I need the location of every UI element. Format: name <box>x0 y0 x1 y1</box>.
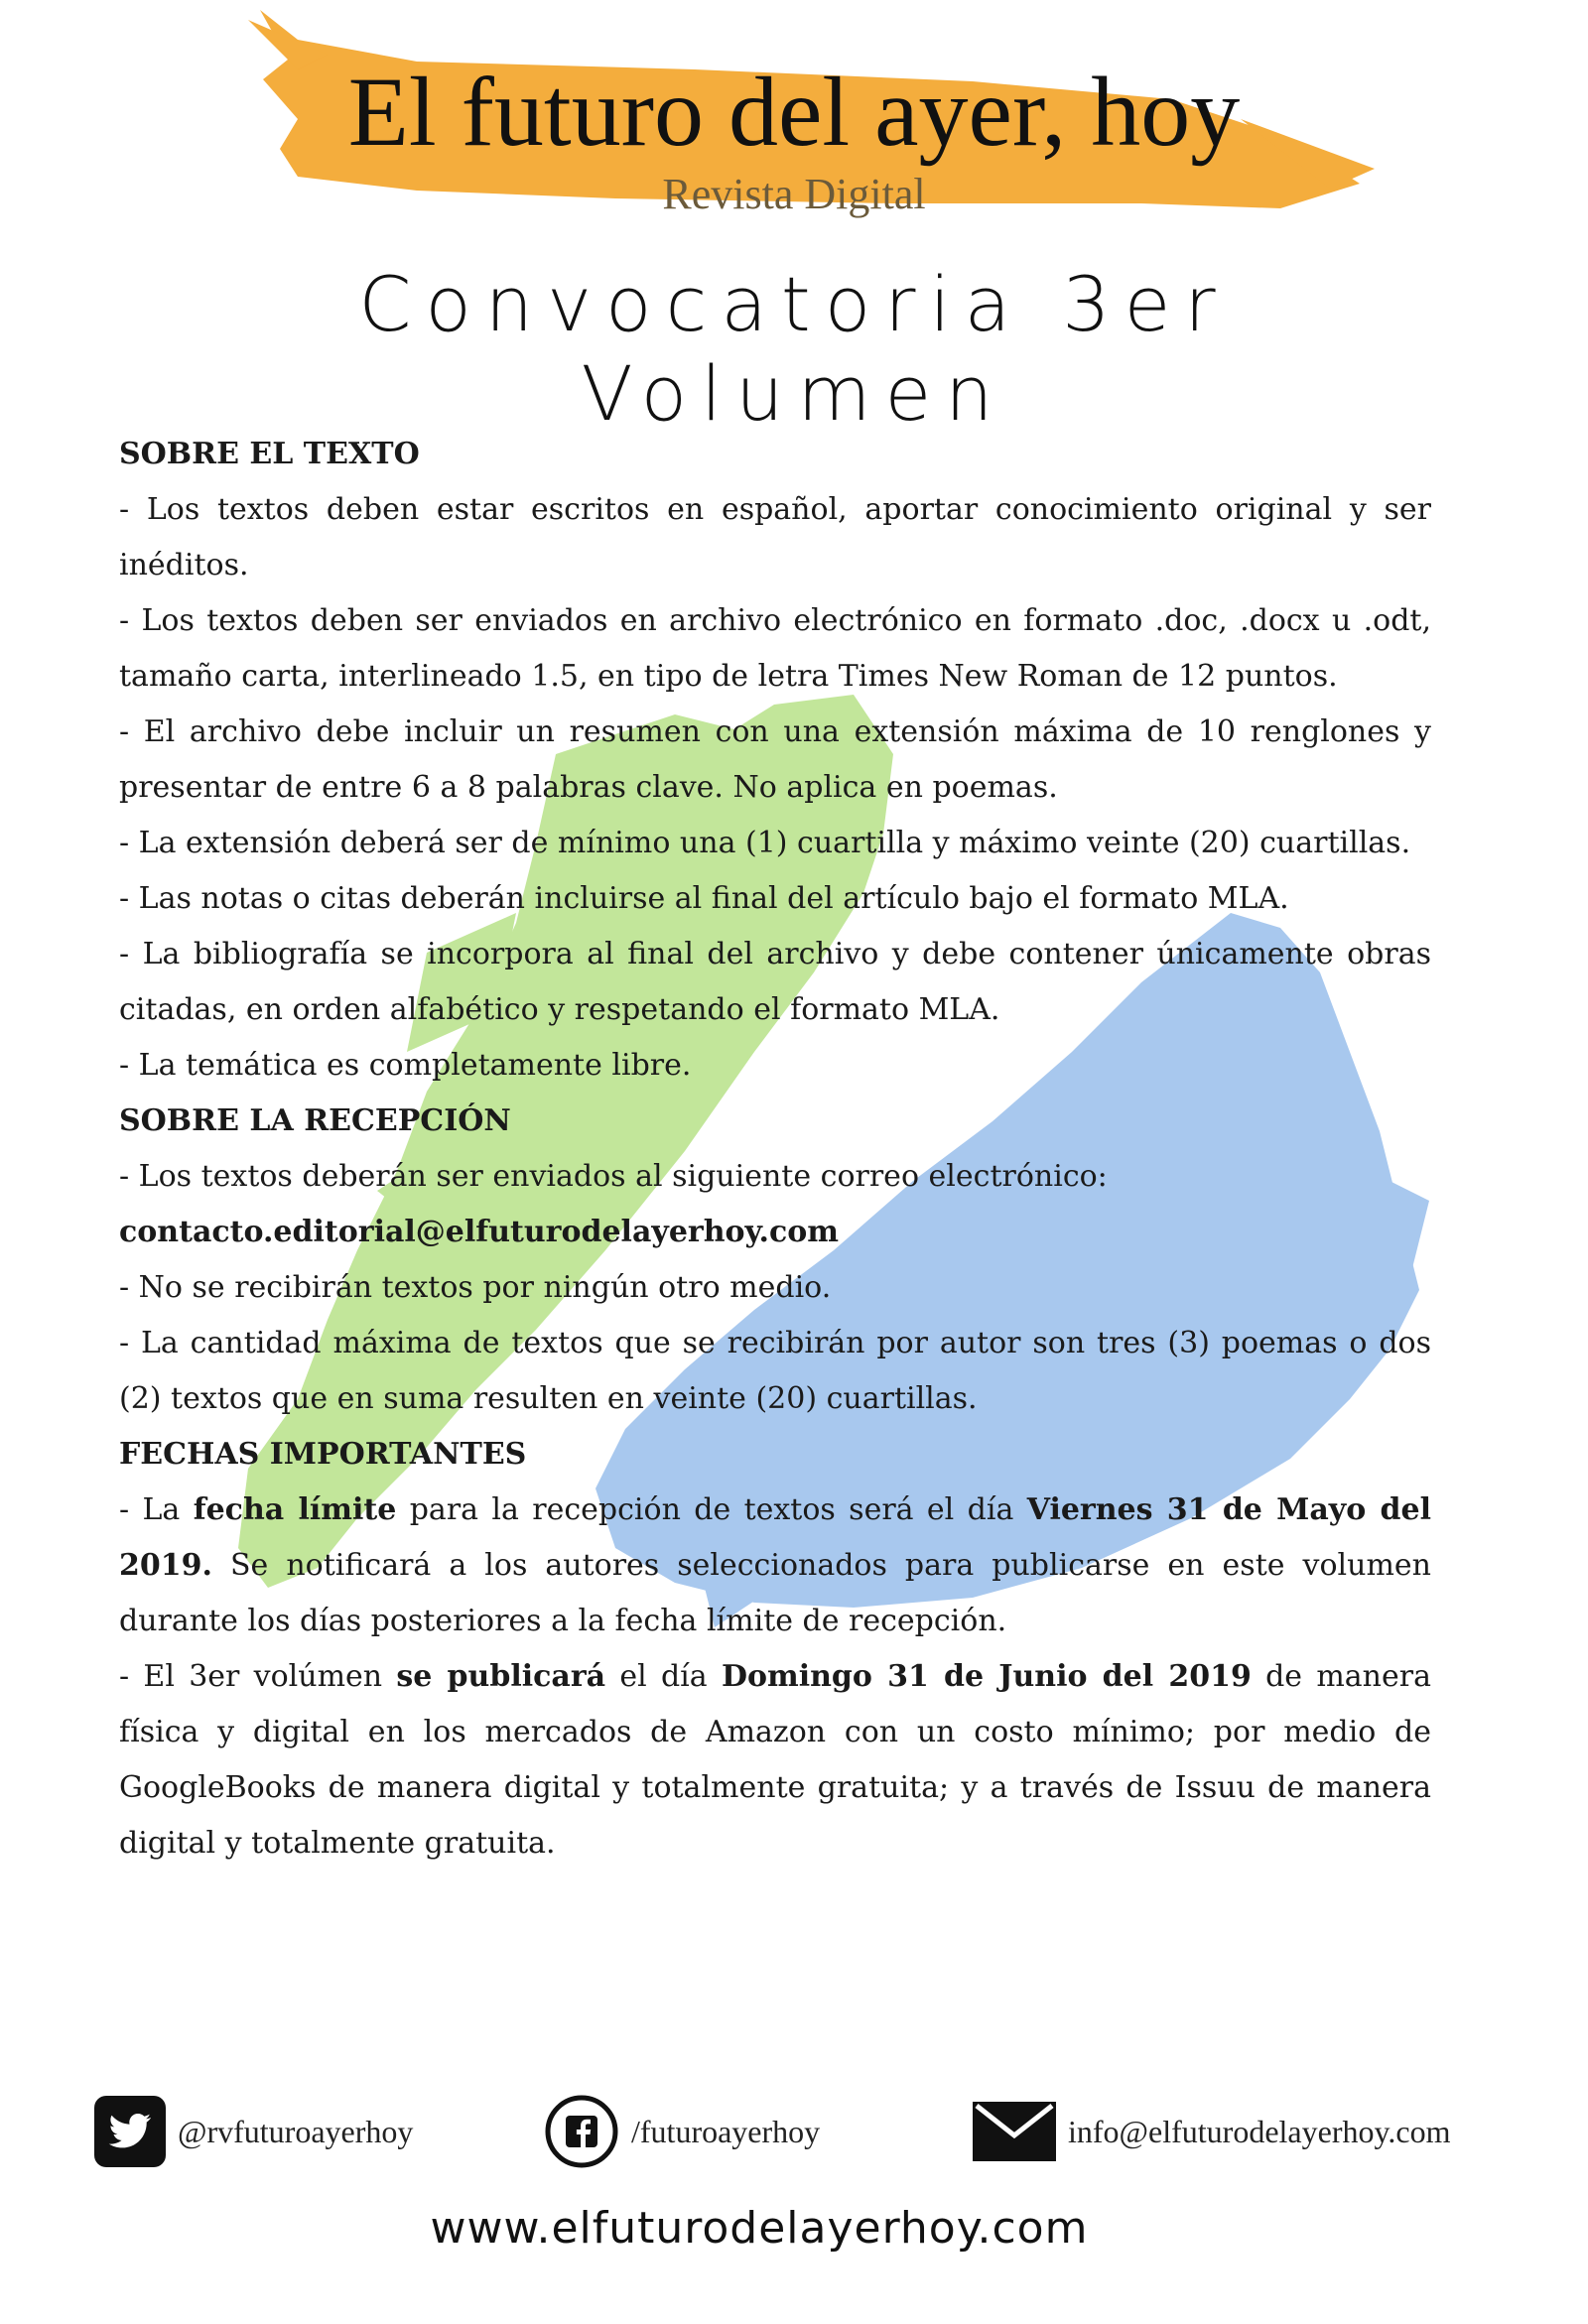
paragraph: - Los textos deben estar escritos en español, aportar conocimiento original y ser inéditos. <box>119 492 1431 582</box>
publication-paragraph <box>119 1649 1431 1872</box>
bold-run: fecha límite <box>193 1492 397 1527</box>
contact-email: info@elfuturodelayerhoy.com <box>1068 2113 1451 2149</box>
section-heading-recepcion: SOBRE LA RECEPCIÓN <box>119 1103 511 1138</box>
text-run: de manera física y digital en los mercados de Amazon con un costo mínimo; por medio de GoogleBooks de manera digital y totalmente gratuita; y a través de Issuu de manera digital y totalmente gratuita. <box>119 1659 1431 1861</box>
twitter-handle: @rvfuturoayerhoy <box>178 2113 414 2149</box>
facebook-contact[interactable] <box>544 2094 820 2169</box>
paragraph: - La temática es completamente libre. <box>119 1048 692 1083</box>
call-title-line1: Convocatoria 3er <box>358 260 1230 348</box>
deadline-paragraph <box>119 1483 1431 1649</box>
submission-email-link[interactable]: contacto.editorial@elfuturodelayerhoy.com <box>119 1215 839 1249</box>
bold-run: Domingo 31 de Junio del 2019 <box>721 1659 1252 1694</box>
bold-run: Viernes 31 de Mayo del 2019. <box>119 1492 1431 1583</box>
twitter-icon <box>94 2096 166 2167</box>
twitter-contact[interactable] <box>94 2094 413 2169</box>
masthead <box>0 0 1588 258</box>
magazine-title: El futuro del ayer, hoy <box>347 57 1241 167</box>
paragraph: - El archivo debe incluir un resumen con una extensión máxima de 10 renglones y presentar de entre 6 a 8 palabras clave. No aplica en poemas. <box>119 714 1431 805</box>
paragraph: - Los textos deberán ser enviados al siguiente correo electrónico: <box>119 1159 1108 1194</box>
magazine-subtitle: Revista Digital <box>662 170 926 218</box>
paragraph: - Los textos deben ser enviados en archivo electrónico en formato .doc, .docx u .odt, tamaño carta, interlineado 1.5, en tipo de letra Times New Roman de 12 puntos. <box>119 603 1431 694</box>
paragraph: - Las notas o citas deberán incluirse al final del artículo bajo el formato MLA. <box>119 881 1289 916</box>
footer-contacts <box>0 2094 1588 2173</box>
text-run: para la recepción de textos será el día <box>396 1492 1027 1527</box>
paragraph: - La cantidad máxima de textos que se recibirán por autor son tres (3) poemas o dos (2) textos que en suma resulten en veinte (20) cuartillas. <box>119 1326 1431 1416</box>
section-heading-texto: SOBRE EL TEXTO <box>119 437 420 471</box>
text-run: - El 3er volúmen <box>119 1659 397 1694</box>
call-body <box>119 427 1431 1872</box>
facebook-handle: /futuroayerhoy <box>631 2113 821 2149</box>
website-link[interactable]: www.elfuturodelayerhoy.com <box>430 2203 1089 2254</box>
text-run: Se notificará a los autores seleccionados para publicarse en este volumen durante los días posteriores a la fecha límite de recepción. <box>119 1548 1431 1638</box>
bold-run: se publicará <box>396 1659 606 1694</box>
paragraph: - La extensión deberá ser de mínimo una (1) cuartilla y máximo veinte (20) cuartillas. <box>119 826 1411 860</box>
envelope-icon <box>973 2102 1056 2161</box>
text-run: - La <box>119 1492 194 1527</box>
section-heading-fechas: FECHAS IMPORTANTES <box>119 1437 527 1472</box>
call-title-line2: Volumen <box>581 349 1007 438</box>
email-contact[interactable] <box>973 2094 1450 2169</box>
facebook-icon <box>544 2094 619 2169</box>
paragraph: - La bibliografía se incorpora al final del archivo y debe contener únicamente obras citadas, en orden alfabético y respetando el formato MLA. <box>119 937 1431 1027</box>
paragraph: - No se recibirán textos por ningún otro medio. <box>119 1270 832 1305</box>
text-run: el día <box>605 1659 722 1694</box>
call-title <box>198 260 1390 439</box>
